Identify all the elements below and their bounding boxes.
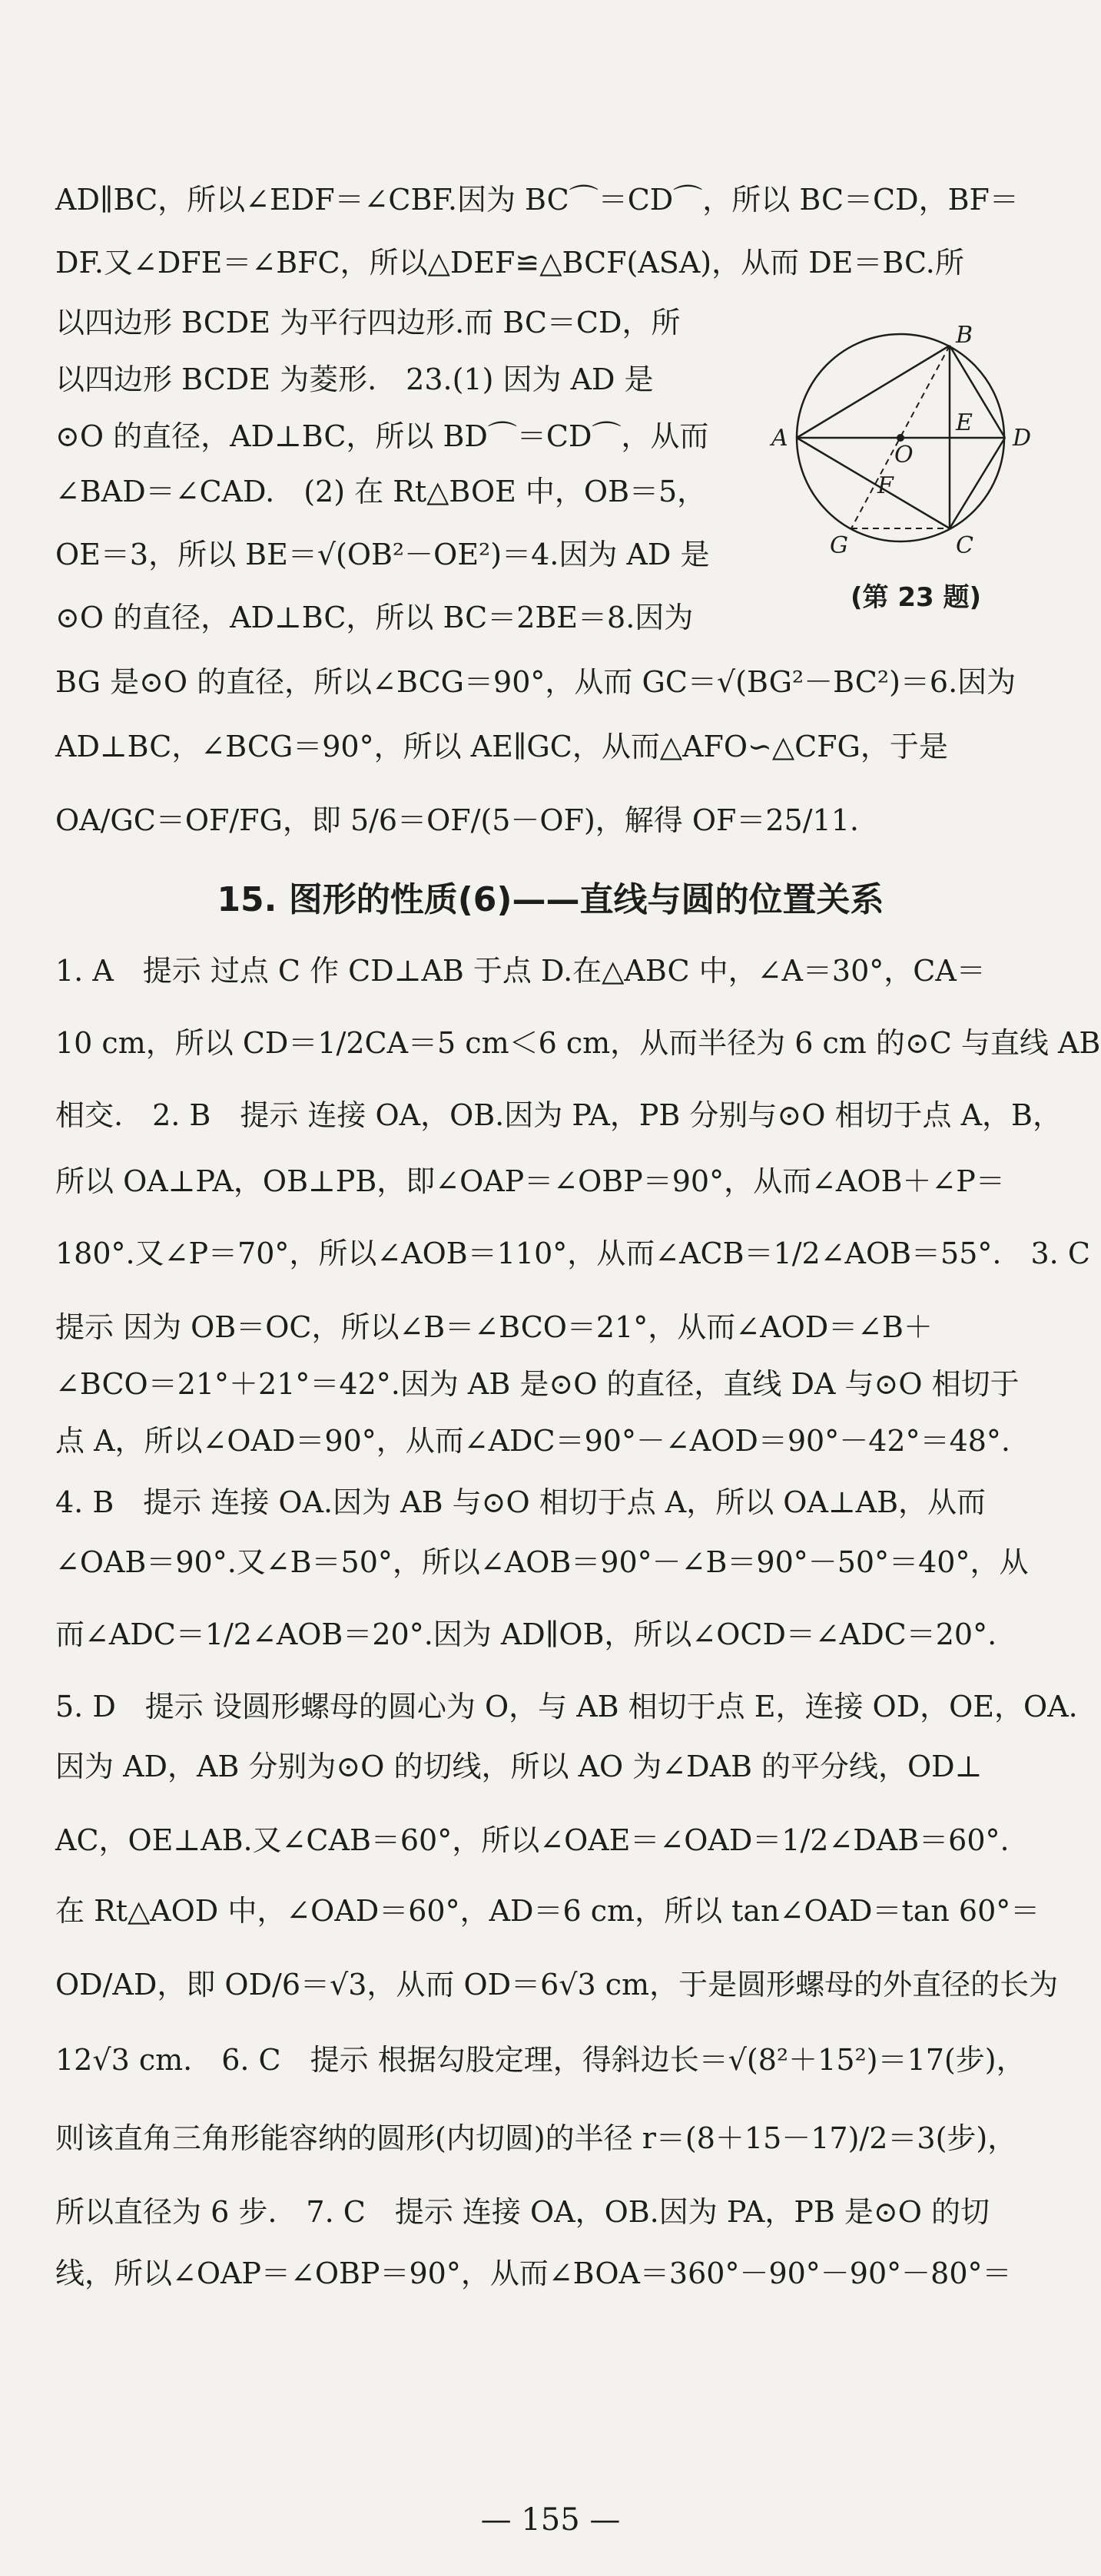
figure-caption: (第 23 题) [850,582,982,613]
text-line: OA/GC＝OF/FG，即 5/6＝OF/(5－OF)，解得 OF＝25/11. [55,803,859,837]
text-line: 4. B 提示 连接 OA.因为 AB 与⊙O 相切于点 A，所以 OA⊥AB，从而 [55,1485,986,1519]
text-line: 5. D 提示 设圆形螺母的圆心为 O，与 AB 相切于点 E，连接 OD，OE，OA. [55,1690,1078,1723]
text-line: 12√3 cm. 6. C 提示 根据勾股定理，得斜边长＝√(8²＋15²)＝17(步)， [55,2043,1026,2077]
label-d: D [1013,425,1032,452]
label-e: E [956,409,973,436]
text-line: 则该直角三角形能容纳的圆形(内切圆)的半径 r＝(8＋15－17)/2＝3(步)， [55,2121,1017,2155]
text-line: AC，OE⊥AB.又∠CAB＝60°，所以∠OAE＝∠OAD＝1/2∠DAB＝60°. [55,1823,1010,1857]
geometry-figure [762,323,1069,622]
text-line: ⊙O 的直径，AD⊥BC，所以 BC＝2BE＝8.因为 [55,601,694,634]
label-b: B [956,323,973,349]
text-line: ∠OAB＝90°.又∠B＝50°，所以∠AOB＝90°－∠B＝90°－50°＝40°，从 [55,1545,1029,1579]
section-title: 15. 图形的性质(6)——直线与圆的位置关系 [217,880,884,919]
text-line: 以四边形 BCDE 为平行四边形.而 BC＝CD，所 [55,306,681,339]
label-a: A [771,425,788,452]
text-line: 1. A 提示 过点 C 作 CD⊥AB 于点 D.在△ABC 中，∠A＝30°，CA＝ [55,954,986,988]
text-line: ⊙O 的直径，AD⊥BC，所以 BD⌒＝CD⌒，从而 [55,419,709,453]
text-line: ∠BCO＝21°＋21°＝42°.因为 AB 是⊙O 的直径，直线 DA 与⊙O 相切于 [55,1367,1020,1401]
label-o: O [894,442,914,469]
label-f: F [877,472,894,499]
text-line: AD∥BC，所以∠EDF＝∠CBF.因为 BC⌒＝CD⌒，所以 BC＝CD，BF＝ [55,183,1019,217]
text-line: 10 cm，所以 CD＝1/2CA＝5 cm＜6 cm，从而半径为 6 cm 的⊙C 与直线 AB [55,1026,1101,1060]
text-line: OE＝3，所以 BE＝√(OB²－OE²)＝4.因为 AD 是 [55,538,710,571]
text-line: 所以 OA⊥PA，OB⊥PB，即∠OAP＝∠OBP＝90°，从而∠AOB＋∠P＝ [55,1164,1005,1198]
text-line: 提示 因为 OB＝OC，所以∠B＝∠BCO＝21°，从而∠AOD＝∠B＋ [55,1310,933,1344]
text-line: 以四边形 BCDE 为菱形. 23.(1) 因为 AD 是 [55,363,654,396]
text-line: 所以直径为 6 步. 7. C 提示 连接 OA，OB.因为 PA，PB 是⊙O 的切 [55,2195,990,2229]
text-line: 相交. 2. B 提示 连接 OA，OB.因为 PA，PB 分别与⊙O 相切于点 A，B， [55,1098,1062,1132]
segment-ab [797,346,950,438]
text-line: AD⊥BC，∠BCG＝90°，所以 AE∥GC，从而△AFO∽△CFG，于是 [55,730,948,763]
segment-cd [950,438,1005,528]
text-line: DF.又∠DFE＝∠BFC，所以△DEF≌△BCF(ASA)，从而 DE＝BC.所 [55,246,964,280]
text-line: ∠BAD＝∠CAD. (2) 在 Rt△BOE 中，OB＝5， [55,475,707,508]
text-line: 点 A，所以∠OAD＝90°，从而∠ADC＝90°－∠AOD＝90°－42°＝48°. [55,1424,1010,1458]
circle-diagram [762,323,1069,576]
text-line: 180°.又∠P＝70°，所以∠AOB＝110°，从而∠ACB＝1/2∠AOB＝55°. 3. C [55,1237,1090,1270]
text-line: 而∠ADC＝1/2∠AOB＝20°.因为 AD∥OB，所以∠OCD＝∠ADC＝20°. [55,1617,997,1651]
text-line: 线，所以∠OAP＝∠OBP＝90°，从而∠BOA＝360°－90°－90°－80°＝ [55,2256,1012,2290]
text-line: 因为 AD，AB 分别为⊙O 的切线，所以 AO 为∠DAB 的平分线，OD⊥ [55,1750,983,1783]
page-number: — 155 — [480,2502,621,2538]
center-point [897,434,904,442]
text-line: BG 是⊙O 的直径，所以∠BCG＝90°，从而 GC＝√(BG²－BC²)＝6.因为 [55,665,1016,699]
label-c: C [956,532,973,559]
text-line: OD/AD，即 OD/6＝√3，从而 OD＝6√3 cm，于是圆形螺母的外直径的长为 [55,1968,1059,2002]
label-g: G [830,532,848,559]
text-line: 在 Rt△AOD 中，∠OAD＝60°，AD＝6 cm，所以 tan∠OAD＝tan 60°＝ [55,1894,1040,1928]
segment-ac [797,438,950,528]
